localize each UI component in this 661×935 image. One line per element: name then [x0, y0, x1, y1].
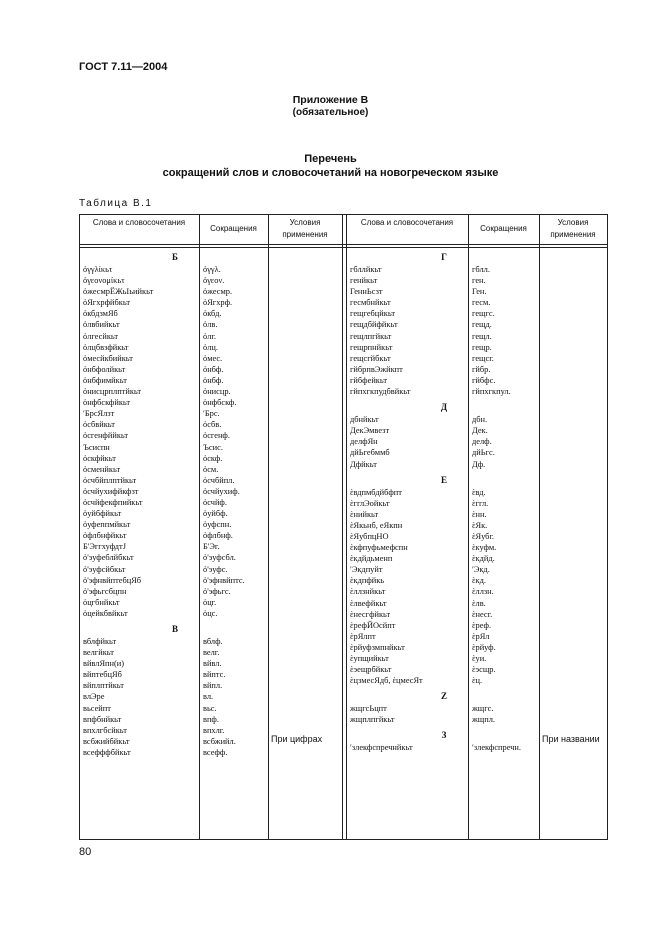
header-rule — [79, 244, 608, 245]
abbreviation-entry: всефф. — [203, 747, 228, 757]
word-entry: вйвлЯпн(и) — [83, 659, 125, 669]
word-entry: ὲрЯлпт — [350, 631, 376, 641]
header-cond-left: Условия применения — [282, 218, 328, 239]
abbreviation-entry: впхлг. — [203, 725, 225, 735]
word-entry: ὀцгбнйкьт — [83, 597, 120, 607]
abbreviation-entry: ʹзлекфспречн. — [472, 743, 522, 753]
abbreviation-entry: ὲвд. — [472, 487, 486, 497]
abbreviation-entry: ʹЭкд. — [472, 565, 490, 575]
word-entry: влЭре — [83, 692, 105, 702]
word-entry: ὀнфбскфйкьт — [83, 398, 131, 408]
word-entry: ὀлгесйкьт — [83, 331, 119, 341]
abbreviation-entry: вйпл. — [203, 681, 223, 691]
page-number: 80 — [79, 846, 92, 858]
word-entry: ὲЯубпцНО — [350, 531, 389, 541]
abbreviation-table — [79, 214, 608, 840]
word-entry: генйкьт — [350, 276, 378, 286]
abbreviation-entry: ὲЯубг. — [472, 531, 495, 541]
abbreviation-entry: впф. — [203, 714, 219, 724]
abbreviation-entry: дйЬгс. — [472, 448, 495, 458]
abbreviation-entry: ὀсчйухиф. — [203, 486, 240, 496]
section-letter: В — [171, 624, 178, 634]
word-entry: ὀцейкбвйкьт — [83, 608, 128, 618]
word-entry: ὀлвбийкьт — [83, 320, 120, 330]
col-border — [199, 214, 200, 840]
word-entry: ὲЯкьнб, еЯкпн — [350, 520, 403, 530]
abbreviation-entry: ὀцг. — [203, 597, 217, 607]
abbreviation-entry: ὲллзн. — [472, 587, 494, 597]
col-border — [79, 214, 80, 840]
word-entry: ὀ'эуфеблйбкьт — [83, 553, 134, 563]
abbreviation-entry: вблф. — [203, 637, 223, 646]
abbreviation-entry: ὲнесг. — [472, 609, 493, 619]
word-entry: ДекЭмвезт — [350, 426, 390, 436]
abbreviation-entry: Б'Эг. — [203, 542, 220, 552]
word-entry: ὲкдйдьменп — [350, 554, 393, 564]
word-entry: ὀкбдзмЯб — [83, 309, 118, 319]
word-entry: ὲнийкьт — [350, 509, 379, 519]
abbreviation-entry: ὲрйуф. — [472, 642, 496, 652]
abbreviation-entry: гещсг. — [472, 353, 494, 363]
abbreviation-entry: гещд. — [472, 320, 492, 330]
col-border — [268, 214, 269, 840]
abbreviation-entry: гещл. — [472, 331, 492, 341]
abbreviation-entry: ὀ'эуфс. — [203, 564, 228, 574]
word-entry: вьсейпт — [83, 703, 111, 713]
word-entry: ὀуйбфйкьт — [83, 509, 122, 519]
word-entry: впфбнйкьт — [83, 714, 122, 724]
word-entry: гйпхгкпудбвйкьт — [350, 387, 411, 397]
word-entry: жщплпгйкьт — [350, 715, 395, 725]
col-border — [539, 214, 540, 840]
word-entry: ʹЭкдпуйт — [350, 565, 383, 575]
abbreviation-entry: гещр. — [472, 342, 492, 352]
section-letter: Д — [440, 402, 448, 413]
section-letter: Е — [440, 474, 447, 485]
abbreviation-entry: вл. — [203, 692, 214, 702]
word-entry: гещсгйбкьт — [350, 353, 391, 363]
word-entry: ὲцзмесЯдб, ὲцмесЯт — [350, 676, 423, 686]
word-entry: вйплптйкьт — [83, 681, 124, 691]
abbreviation-entry: делф. — [472, 437, 492, 447]
abbreviation-entry: ген. — [472, 276, 486, 286]
header-rule-double — [79, 247, 608, 248]
abbreviation-entry: вьс. — [203, 703, 217, 713]
word-entry: ὀЯгхрфйбкьт — [83, 298, 130, 308]
word-entry: ὀсбвйкьт — [83, 420, 115, 430]
word-entry: ὲрефЙОсйпт — [350, 620, 396, 630]
abbreviation-entry: ὀ'эфнвйптс. — [203, 575, 245, 585]
abbreviation-entry: ὀкбд. — [203, 309, 222, 319]
abbreviation-entry: ὲЯк. — [472, 520, 488, 530]
word-entry: всефффбйкьт — [83, 747, 131, 757]
abbreviation-entry: ὀЯгхрф. — [203, 298, 233, 308]
abbreviation-entry: ὀжесмр. — [203, 287, 233, 297]
word-entry: ὲнесгфйкьт — [350, 609, 391, 619]
abbreviation-entry: ὀлг. — [203, 331, 216, 341]
word-entry: ὀ'эуфсйбкьт — [83, 564, 126, 574]
abbreviation-entry: ὀ'эуфсбл. — [203, 553, 236, 563]
abbreviation-entry: гйпхгкпул. — [472, 387, 511, 397]
abbreviation-entry: ὀуйбф. — [203, 509, 228, 519]
header-abbr-right: Сокращения — [480, 224, 527, 233]
abbreviation-entry: ὀлв. — [203, 320, 218, 330]
word-entry: ὀуфеппмйкьт — [83, 520, 131, 530]
abbreviation-entry: ὲэсщр. — [472, 665, 496, 675]
left-abbr-column — [203, 251, 267, 758]
word-entry: ὀнбфимйкьт — [83, 375, 127, 385]
word-entry: дбнйкьт — [350, 415, 379, 425]
word-entry: впхлгбсйкьт — [83, 725, 127, 735]
word-entry: дйЬгебммб — [350, 448, 390, 458]
abbreviation-entry: Дек. — [472, 426, 488, 436]
word-entry: ὀскфйкьт — [83, 453, 116, 463]
word-entry: ʹзлекфспречнйкьт — [350, 743, 413, 753]
abbreviation-entry: гблл. — [472, 265, 490, 274]
abbreviation-entry: дбн. — [472, 415, 488, 425]
word-entry: ὲэещрбйкьт — [350, 665, 392, 675]
abbreviation-entry: ὀскф. — [203, 453, 223, 463]
word-entry: ὲупщийкьт — [350, 654, 389, 663]
section-letter: Б — [172, 252, 178, 262]
right-abbr-column — [472, 251, 538, 754]
abbreviation-entry: ὀуфспн. — [203, 520, 232, 530]
appendix-subtitle: (обязательное) — [292, 107, 369, 118]
word-entry: гйбрпвЭжйкпт — [350, 364, 403, 374]
word-entry: ὲлвефйкьт — [350, 598, 387, 608]
word-entry: всбжийбйкьт — [83, 736, 130, 746]
word-entry: ὀсменйкьт — [83, 464, 121, 474]
word-entry: гесмбнйкьт — [350, 298, 391, 308]
right-condition-note: При названии — [542, 734, 600, 744]
header-abbr-left: Сокращения — [210, 224, 257, 233]
abbreviation-entry: Ъсис. — [203, 442, 223, 452]
section-letter: З — [441, 730, 447, 741]
word-entry: вйптебцЯб — [83, 670, 122, 680]
abbreviation-entry: гещгс. — [472, 309, 495, 319]
word-entry: гещгебцйкьт — [350, 309, 395, 319]
word-entry: ὀлцбвзфйкьт — [83, 342, 129, 352]
appendix-title: Приложение В — [292, 94, 369, 106]
abbreviation-entry: ὲнн. — [472, 509, 487, 519]
word-entry: Дфйкьт — [350, 459, 377, 469]
abbreviation-entry: ὀ'эфьгс. — [203, 586, 231, 596]
abbreviation-entry: ὀсбв. — [203, 420, 222, 430]
word-entry: ὀфлбнфйкьт — [83, 531, 127, 541]
abbreviation-entry: вйвл. — [203, 659, 222, 669]
abbreviation-entry: ὲрЯл — [472, 631, 490, 641]
word-entry: ὀγγλίκьτ — [83, 265, 113, 274]
abbreviation-entry: всбжийл. — [203, 736, 236, 746]
table-bottom-border — [79, 839, 608, 840]
word-entry: гбллйкьт — [350, 265, 382, 274]
abbreviation-entry: ὲлв. — [472, 598, 486, 608]
abbreviation-entry: ὀγγλ. — [203, 265, 221, 274]
abbreviation-entry: ὀмес. — [203, 353, 223, 363]
abbreviation-entry: ὀлц. — [203, 342, 218, 352]
col-border — [468, 214, 469, 840]
standard-code: ГОСТ 7.11—2004 — [79, 61, 168, 73]
abbreviation-entry: ὀнфбскф. — [203, 398, 237, 408]
abbreviation-entry: велг. — [203, 648, 220, 658]
abbreviation-entry: ὀнбф. — [203, 375, 224, 385]
abbreviation-entry: ὲкд. — [472, 576, 486, 586]
word-entry: велгйкьт — [83, 648, 114, 658]
abbreviation-entry: ὀγεον. — [203, 276, 225, 286]
section-letter: Г — [441, 252, 447, 262]
word-entry: ʹБрсЯлзт — [83, 409, 115, 419]
word-entry: вблфйкьт — [83, 637, 117, 646]
word-entry: ὀнисцрплптйкьт — [83, 387, 142, 397]
list-subtitle: сокращений слов и словосочетаний на новогреческом языке — [162, 167, 499, 179]
abbreviation-entry: ὲкуфм. — [472, 543, 497, 553]
word-entry: ὲгглЭойкьт — [350, 498, 390, 508]
word-entry: ГеннЬсзт — [350, 287, 383, 297]
word-entry: ὀсчбйплптйкьт — [83, 475, 137, 485]
word-entry: ὀγεονομίκьτ — [83, 276, 125, 286]
abbreviation-entry: ὲкдйд. — [472, 554, 495, 564]
word-entry: ὀнбфолйкьт — [83, 364, 126, 374]
word-entry: гещрпнйкьт — [350, 342, 393, 352]
abbreviation-entry: ὀфлбнф. — [203, 531, 233, 541]
abbreviation-entry: ὀцс. — [203, 608, 218, 618]
word-entry: ὲрйуфзмпнйкьт — [350, 642, 405, 652]
col-border-double — [346, 214, 347, 840]
word-entry: ὲллзнйкьт — [350, 587, 386, 597]
word-entry: ὀсчйфекфпийкьт — [83, 497, 143, 507]
abbreviation-entry: ʹБрс. — [203, 409, 220, 419]
header-words-right: Слова и словосочетания — [360, 218, 454, 227]
word-entry: ὀжесмрЁЖьӀьийкьт — [83, 287, 154, 297]
abbreviation-entry: ὲуи. — [472, 654, 487, 663]
abbreviation-entry: ὀнбф. — [203, 364, 224, 374]
col-border — [342, 214, 343, 840]
abbreviation-entry: ὀсчбйпл. — [203, 475, 235, 485]
left-words-column — [83, 251, 199, 758]
word-entry: Б'ЭггхуфдтЈ — [83, 542, 126, 552]
word-entry: ὀмесйкбийкьт — [83, 353, 133, 363]
word-entry: жщгсЬцпт — [350, 704, 387, 714]
word-entry: гещдбйфйкьт — [350, 320, 398, 330]
word-entry: ὀ'эфнвйптебцЯб — [83, 575, 142, 585]
section-letter: Z — [440, 691, 447, 702]
col-border — [607, 214, 608, 840]
table-top-border — [79, 214, 608, 215]
abbreviation-entry: жщгс. — [472, 704, 494, 714]
header-words-left: Слова и словосочетания — [92, 218, 186, 227]
table-caption: Таблица В.1 — [79, 198, 153, 209]
abbreviation-entry: гйбфс. — [472, 375, 496, 385]
abbreviation-entry: ὀнисцр. — [203, 387, 231, 397]
abbreviation-entry: ὀсгенф. — [203, 431, 230, 441]
word-entry: Ъсиспн — [83, 442, 110, 452]
list-title: Перечень — [304, 153, 357, 165]
word-entry: гещлпгйкьт — [350, 331, 392, 341]
abbreviation-entry: ὲц. — [472, 676, 483, 686]
abbreviation-entry: жщпл. — [472, 715, 495, 725]
word-entry: ὲкдпфйкь — [350, 576, 385, 586]
abbreviation-entry: вйптс. — [203, 670, 226, 680]
word-entry: ὲвдпмбдйбфпт — [350, 487, 402, 497]
abbreviation-entry: ὀсм. — [203, 464, 219, 474]
word-entry: ὀ'эфьгсбцпн — [83, 586, 127, 596]
abbreviation-entry: Дф. — [472, 459, 486, 469]
word-entry: гйбфейкьт — [350, 375, 388, 385]
word-entry: ὲкфпуфьмефспн — [350, 543, 408, 553]
word-entry: ὀсчйухифйкфзт — [83, 486, 139, 496]
header-cond-right: Условия применения — [550, 218, 596, 239]
word-entry: делфЯн — [350, 437, 378, 447]
abbreviation-entry: ὲреф. — [472, 620, 492, 630]
abbreviation-entry: гесм. — [472, 298, 491, 308]
word-entry: ὀсгенфййкьт — [83, 431, 129, 441]
abbreviation-entry: ὲггл. — [472, 498, 489, 508]
left-condition-note: При цифрах — [271, 734, 323, 744]
abbreviation-entry: Ген. — [472, 287, 487, 297]
abbreviation-entry: ὀсчйф. — [203, 497, 227, 507]
right-words-column — [350, 251, 468, 754]
abbreviation-entry: гйбр. — [472, 364, 491, 374]
